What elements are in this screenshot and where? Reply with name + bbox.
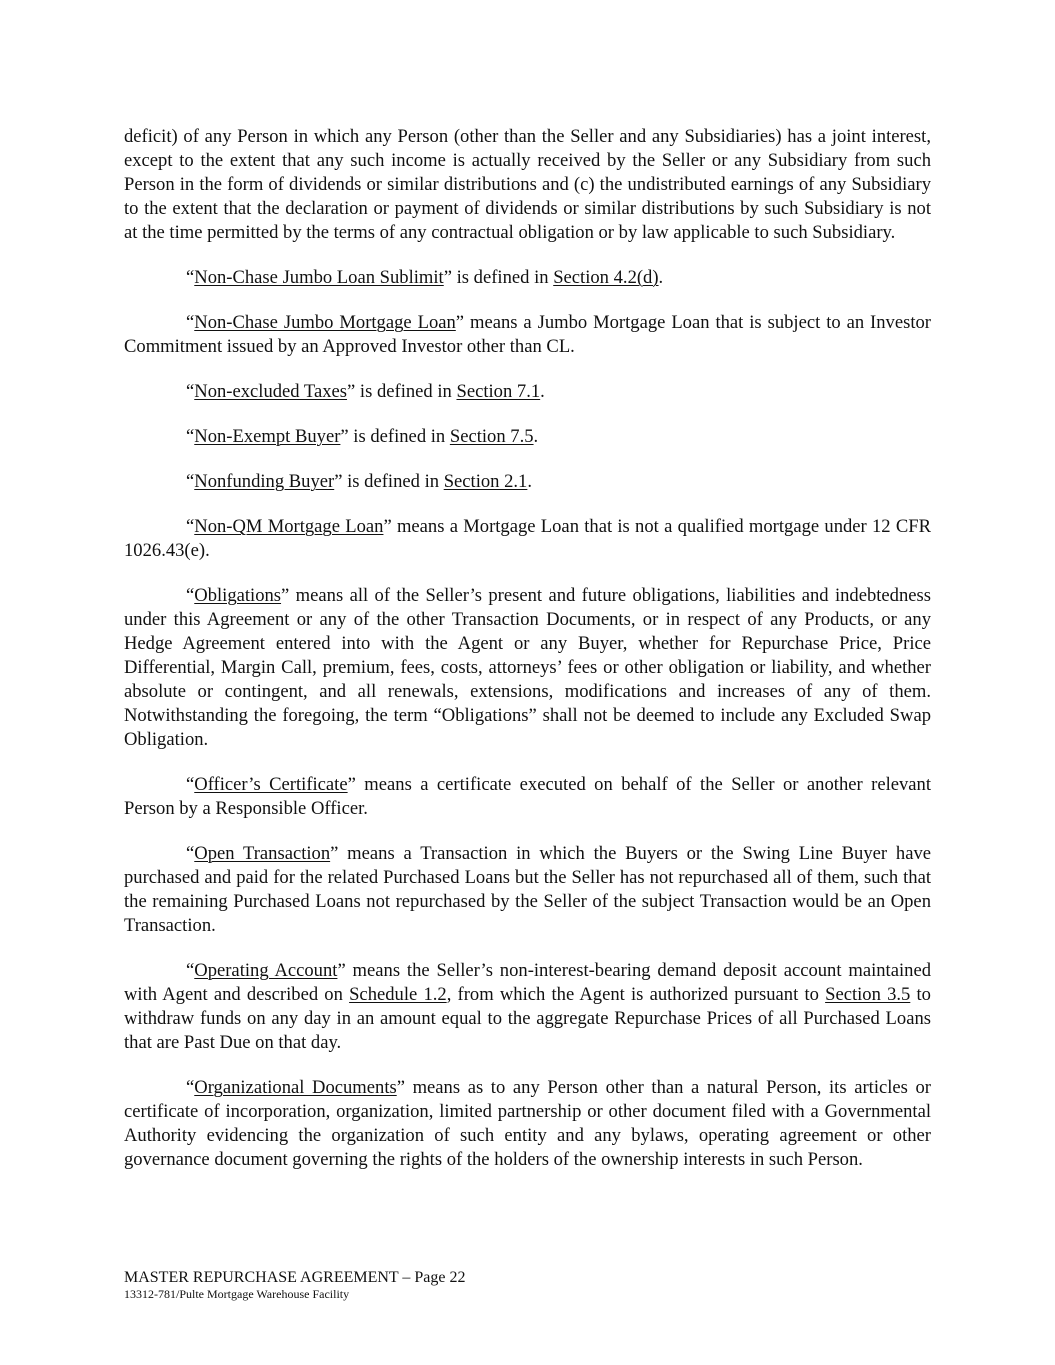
text-segment: ” means as to any Person other than a natural Person, its articles or certificate of incorporation, organization, limited partnership or other document filed with a Governmental Authority evidencing the organization of such entity and any bylaws, operating agreement or other governance document governing the rights of the holders of the ownership interests in such Person.: [124, 1077, 931, 1170]
open-quote: “: [186, 960, 195, 981]
open-quote: “: [186, 843, 195, 864]
text-segment: to withdraw funds on any day in an amount equal to the aggregate Repurchase Prices of all Purchased Loans that are Past Due on that day.: [124, 984, 931, 1053]
defined-term: Non-Exempt Buyer: [194, 426, 341, 447]
open-quote: “: [186, 516, 195, 537]
defined-term: Non-Chase Jumbo Mortgage Loan: [194, 312, 456, 333]
defined-term: Non-QM Mortgage Loan: [194, 516, 384, 537]
text-segment: ” is defined in: [347, 381, 457, 402]
text-segment: ” means a certificate executed on behalf of the Seller or another relevant Person by a Responsible Officer.: [124, 774, 931, 819]
definition-non-chase-jumbo-mortgage-loan: [124, 311, 931, 359]
text-segment: ” is defined in: [340, 426, 450, 447]
text-segment: .: [658, 267, 664, 288]
defined-term: Open Transaction: [194, 843, 331, 864]
open-quote: “: [186, 426, 195, 447]
defined-term: Operating Account: [194, 960, 338, 981]
defined-term: Organizational Documents: [194, 1077, 397, 1098]
text-segment: ” means a Mortgage Loan that is not a qualified mortgage under 12 CFR 1026.43(e).: [124, 516, 931, 561]
definition-open-transaction: [124, 842, 931, 938]
schedule-reference: Schedule 1.2: [349, 984, 447, 1005]
section-reference: Section 7.5: [449, 426, 534, 447]
text-segment: ” means a Jumbo Mortgage Loan that is subject to an Investor Commitment issued by an Approved Investor other than CL.: [124, 312, 931, 357]
footer-reference: 13312-781/Pulte Mortgage Warehouse Facility: [124, 1287, 350, 1301]
page-footer: [124, 1268, 931, 1302]
definition-non-qm-mortgage-loan: [124, 515, 931, 563]
section-reference: Section 4.2(d): [553, 267, 659, 288]
definition-nonfunding-buyer: [124, 470, 931, 494]
text-segment: .: [527, 471, 533, 492]
open-quote: “: [186, 1077, 195, 1098]
open-quote: “: [186, 774, 195, 795]
footer-title: MASTER REPURCHASE AGREEMENT – Page 22: [124, 1269, 466, 1286]
section-reference: Section 2.1: [443, 471, 528, 492]
defined-term: Non-Chase Jumbo Loan Sublimit: [194, 267, 444, 288]
document-body: [124, 125, 931, 1193]
defined-term: Nonfunding Buyer: [194, 471, 335, 492]
open-quote: “: [186, 267, 195, 288]
definition-non-exempt-buyer: [124, 425, 931, 449]
open-quote: “: [186, 471, 195, 492]
defined-term: Non-excluded Taxes: [194, 381, 348, 402]
text-segment: ” means the Seller’s non-interest-bearing demand deposit account maintained with Agent and described on: [124, 960, 931, 1005]
definition-organizational-documents: [124, 1076, 931, 1172]
definition-obligations: [124, 584, 931, 752]
open-quote: “: [186, 312, 195, 333]
text-segment: ” is defined in: [443, 267, 554, 288]
defined-term: Officer’s Certificate: [194, 774, 348, 795]
text-segment: ” is defined in: [334, 471, 444, 492]
text-segment: , from which the Agent is authorized pursuant to: [446, 984, 826, 1005]
text-segment: deficit) of any Person in which any Person (other than the Seller and any Subsidiaries) has a joint interest, except to the extent that any such income is actually received by the Seller or any Subsidiary from such Person in the form of dividends or similar distributions and (c) the undistributed earnings of any Subsidiary to the extent that the declaration or payment of dividends or similar distributions by such Subsidiary is not at the time permitted by the terms of any contractual obligation or by law applicable to such Subsidiary.: [124, 126, 931, 243]
text-segment: .: [533, 426, 539, 447]
definition-non-excluded-taxes: [124, 380, 931, 404]
open-quote: “: [186, 585, 195, 606]
definition-operating-account: [124, 959, 931, 1055]
text-segment: .: [540, 381, 545, 402]
definition-non-chase-jumbo-loan-sublimit: [124, 266, 931, 290]
text-segment: ” means a Transaction in which the Buyers or the Swing Line Buyer have purchased and paid for the related Purchased Loans but the Seller has not repurchased all of them, such that the remaining Purchased Loans not repurchased by the Seller of the subject Transaction would be an Open Transaction.: [124, 843, 931, 936]
paragraph-deficit-continuation: [124, 125, 931, 245]
section-reference: Section 7.1: [456, 381, 541, 402]
section-reference: Section 3.5: [825, 984, 911, 1005]
defined-term: Obligations: [194, 585, 282, 606]
text-segment: ” means all of the Seller’s present and future obligations, liabilities and indebtedness under this Agreement or any of the other Transaction Documents, or in respect of any Products, or any Hedge Agreement entered into with the Agent or any Buyer, whether for Repurchase Price, Price Differential, Margin Call, premium, fees, costs, attorneys’ fees or other obligation or liability, and whether absolute or contingent, and all renewals, extensions, modifications and increases of any of them. Notwithstanding the foregoing, the term “Obligations” shall not be deemed to include any Excluded Swap Obligation.: [124, 585, 931, 750]
definition-officers-certificate: [124, 773, 931, 821]
open-quote: “: [186, 381, 195, 402]
